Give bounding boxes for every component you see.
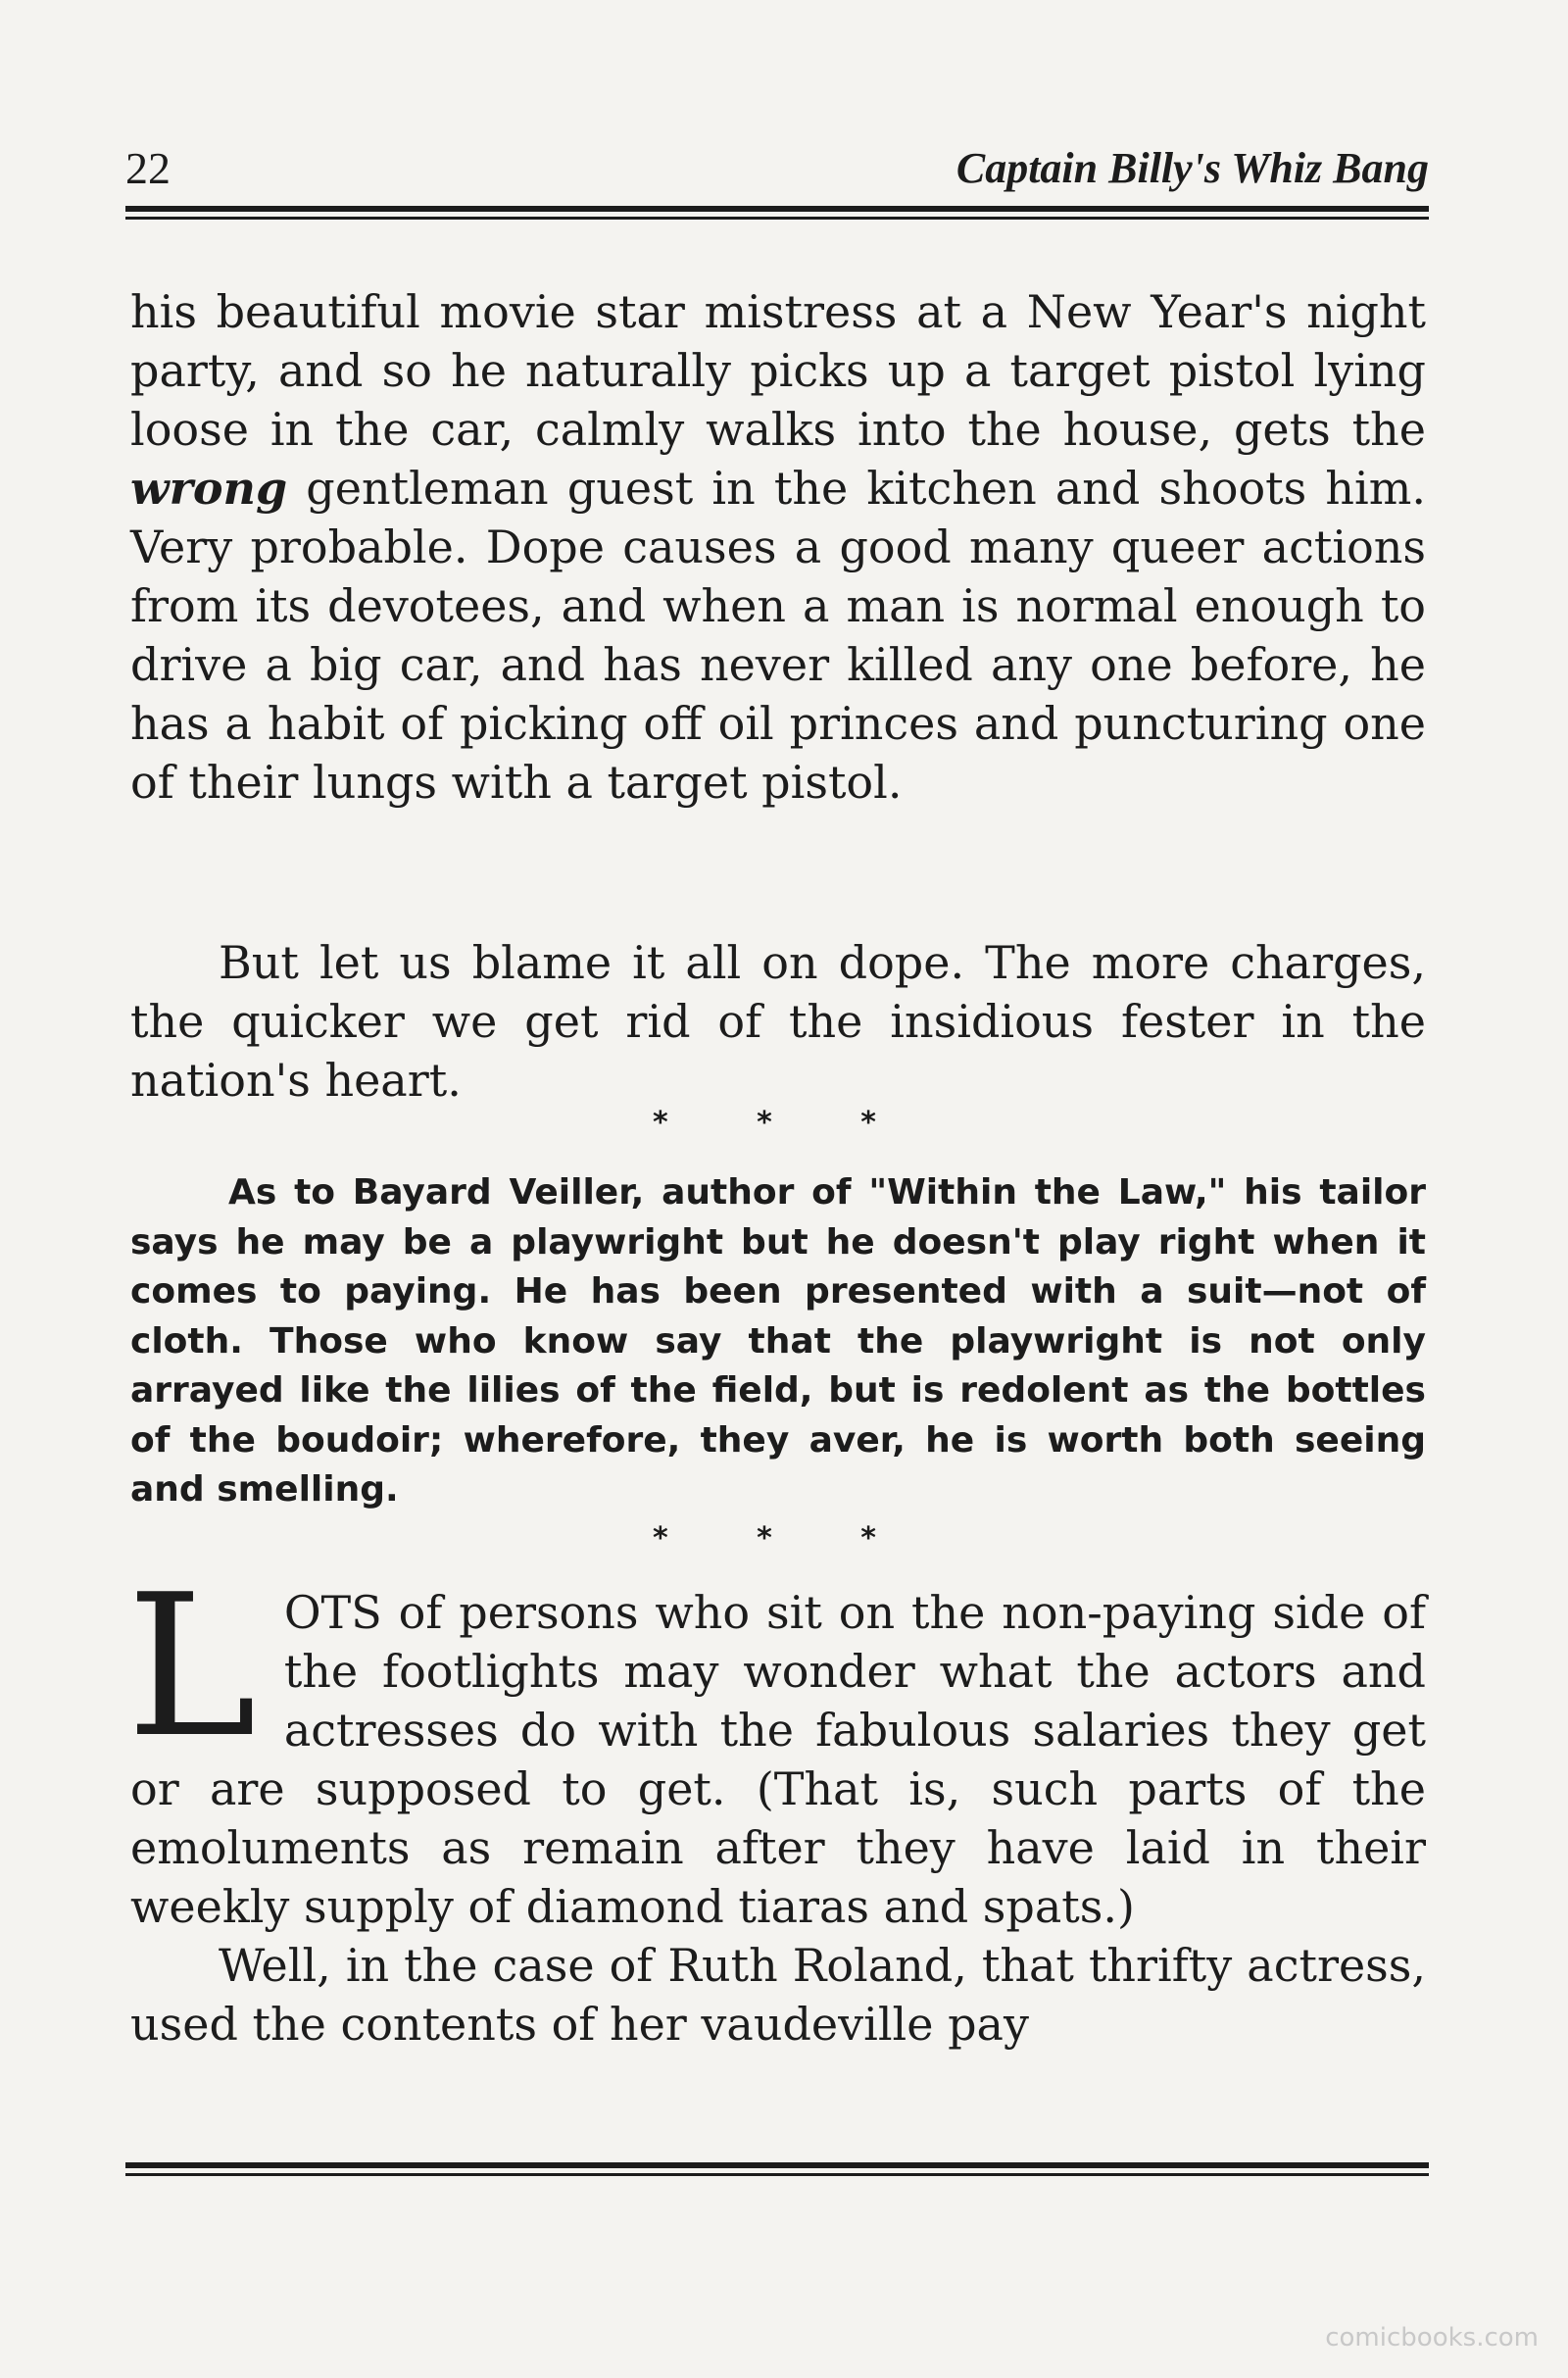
- page-header: [125, 139, 1429, 198]
- separator-stars-2: * * *: [653, 1521, 915, 1556]
- watermark: comicbooks.com: [1325, 2323, 1539, 2353]
- article-paragraph-2: But let us blame it all on dope. The more charges, the quicker we get rid of the insidious fester in the nation's heart.: [130, 936, 1426, 1107]
- header-rule: [125, 206, 1429, 220]
- header-rule-thick: [125, 206, 1429, 212]
- ruth-roland-paragraph-1: OTS of persons who sit on the non-paying side of the footlights may wonder what the actors and actresses do with the fabulous salaries they get or are supposed to get. (That is, such parts of the emoluments as remain after they have laid in their weekly supply of diamond tiaras and spats.): [130, 1586, 1426, 1933]
- drop-cap-letter: L: [126, 1553, 257, 1781]
- ruth-roland-paragraph-2: Well, in the case of Ruth Roland, that thrifty actress, used the contents of her vaudeville pay: [130, 1939, 1426, 2051]
- page-number: 22: [125, 143, 171, 193]
- ruth-roland-item: [126, 1553, 1426, 2054]
- running-title: Captain Billy's Whiz Bang: [956, 144, 1429, 192]
- bayard-veiller-item: As to Bayard Veiller, author of "Within the Law," his tailor says he may be a playwright but he doesn't play right when it comes to paying. He has been presented with a suit—not of cloth. Those who know say that the playwright is not only arrayed like the lilies of the field, but is redolent as the bottles of the boudoir; wherefore, they aver, he is worth both seeing and smelling.: [130, 1172, 1426, 1510]
- footer-rule-thick: [125, 2162, 1429, 2168]
- footer-rule-thin: [125, 2173, 1429, 2176]
- footer-rule: [125, 2162, 1429, 2176]
- separator-stars-1: * * *: [653, 1106, 915, 1140]
- emphasis-wrong: wrong: [130, 462, 288, 515]
- article-paragraph-1: [130, 282, 1426, 812]
- header-rule-thin: [125, 217, 1429, 220]
- paragraph-1-after: gentleman guest in the kitchen and shoots him. Very probable. Dope causes a good many queer actions from its devotees, and when a man is normal enough to drive a big car, and has never killed any one before, he has a habit of picking off oil princes and puncturing one of their lungs with a target pistol.: [130, 462, 1426, 809]
- paragraph-1-before: his beautiful movie star mistress at a New Year's night party, and so he naturally picks up a target pistol lying loose in the car, calmly walks into the house, gets the: [130, 285, 1426, 456]
